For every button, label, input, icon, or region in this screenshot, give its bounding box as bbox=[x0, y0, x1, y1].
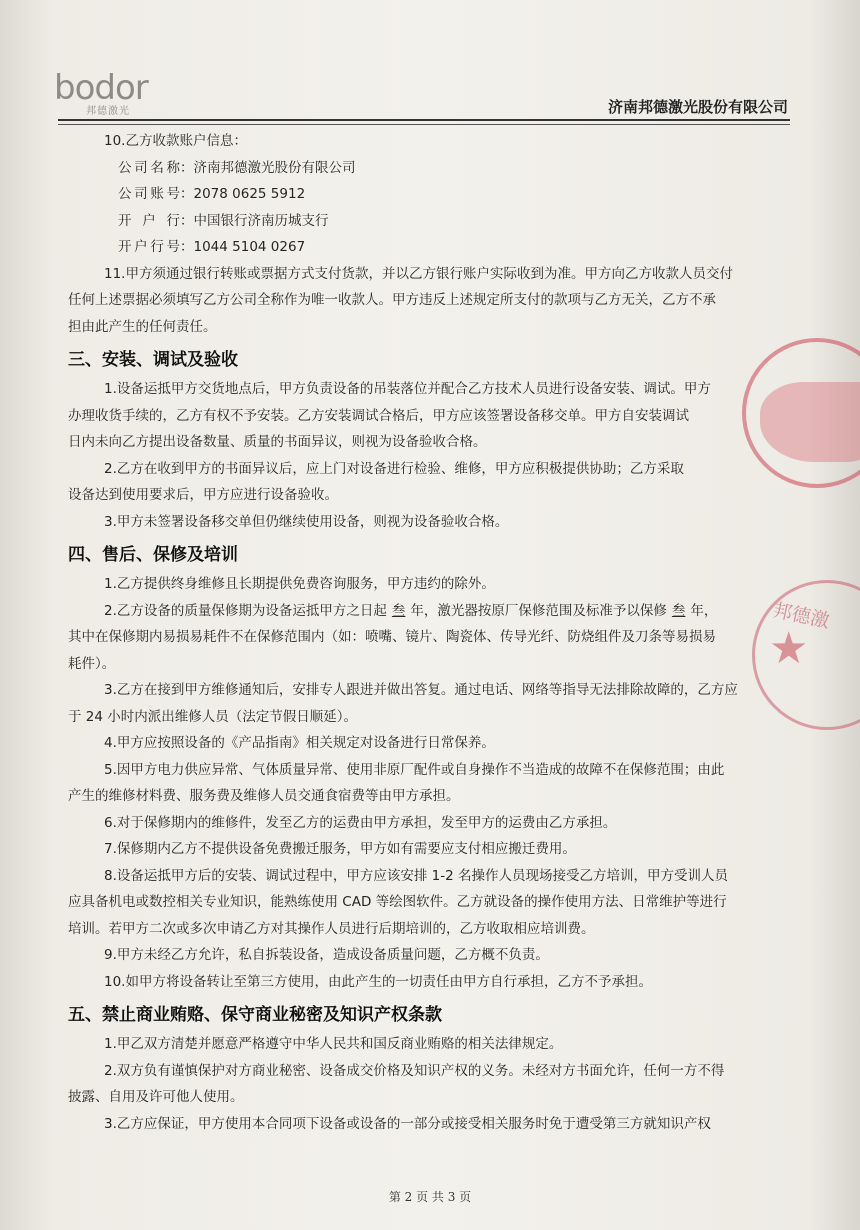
section-4-line: 3.乙方在接到甲方维修通知后，安排专人跟进并做出答复。通过电话、网络等指导无法排除故障的，乙方应 bbox=[104, 682, 738, 698]
warranty-text: 年，激光器按原厂保修范围及标准予以保修 bbox=[410, 602, 667, 619]
company-logo bbox=[54, 70, 148, 118]
section-3-line: 3.甲方未签署设备移交单但仍继续使用设备，则视为设备验收合格。 bbox=[104, 513, 509, 530]
logo-subtitle: 邦德激光 bbox=[86, 106, 130, 117]
warranty-years: 叁 bbox=[391, 602, 406, 619]
section-4-line: 7.保修期内乙方不提供设备免费搬迁服务，甲方如有需要应支付相应搬迁费用。 bbox=[104, 841, 576, 857]
account-key: 开户行号 bbox=[118, 239, 180, 255]
section-5-line: 2.双方负有谨慎保护对方商业秘密、设备成交价格及知识产权的义务。未经对方书面允许，任何一方不得 bbox=[104, 1062, 725, 1079]
account-row-bank bbox=[68, 208, 810, 235]
account-key: 开户行 bbox=[118, 212, 180, 229]
clause-11-line: 11.甲方须通过银行转账或票据方式支付货款，并以乙方银行账户实际收到为准。甲方向乙方收款人员交付 bbox=[104, 265, 733, 282]
section-4-line: 10.如甲方将设备转让至第三方使用，由此产生的一切责任由甲方自行承担，乙方不予承担。 bbox=[104, 973, 652, 990]
section-4-line: 产生的维修材料费、服务费及维修人员交通食宿费等由甲方承担。 bbox=[68, 788, 460, 804]
section-4-line: 9.甲方未经乙方允许，私自拆装设备，造成设备质量问题，乙方概不负责。 bbox=[104, 947, 549, 963]
section-4-line: 于 24 小时内派出维修人员（法定节假日顺延）。 bbox=[68, 708, 358, 725]
header-rule-thin bbox=[58, 124, 790, 125]
warranty-line bbox=[68, 598, 810, 625]
account-row-bank-code bbox=[68, 234, 810, 261]
account-value: ：2078 0625 5912 bbox=[180, 186, 306, 202]
laser-warranty-years: 叁 bbox=[671, 602, 686, 619]
header-company-name: 济南邦德激光股份有限公司 bbox=[607, 98, 788, 116]
section-3-line: 办理收货手续的，乙方有权不予安装。乙方安装调试合格后，甲方应该签署设备移交单。甲方自安装调试 bbox=[68, 407, 689, 424]
section-4-heading: 四、售后、保修及培训 bbox=[68, 545, 238, 565]
section-4-line: 其中在保修期内易损易耗件不在保修范围内（如：喷嘴、镜片、陶瓷体、传导光纤、防烧组件及刀条等易损易 bbox=[68, 629, 716, 645]
section-3-line: 1.设备运抵甲方交货地点后，甲方负责设备的吊装落位并配合乙方技术人员进行设备安装、调试。甲方 bbox=[104, 381, 711, 397]
account-value: ：中国银行济南历城支行 bbox=[180, 212, 329, 229]
section-3-line: 设备达到使用要求后，甲方应进行设备验收。 bbox=[68, 487, 338, 503]
section-4-line: 4.甲方应按照设备的《产品指南》相关规定对设备进行日常保养。 bbox=[104, 735, 495, 751]
clause-11-line: 担由此产生的任何责任。 bbox=[68, 318, 217, 335]
logo-wordmark: bodor bbox=[54, 68, 148, 108]
warranty-text: 年， bbox=[690, 602, 718, 619]
section-4-line: 5.因甲方电力供应异常、气体质量异常、使用非原厂配件或自身操作不当造成的故障不在保修范围；由此 bbox=[104, 761, 725, 778]
warranty-text: 2.乙方设备的质量保修期为设备运抵甲方之日起 bbox=[104, 602, 387, 619]
section-3-line: 日内未向乙方提出设备数量、质量的书面异议，则视为设备验收合格。 bbox=[68, 434, 487, 450]
section-4-line: 耗件）。 bbox=[68, 655, 116, 672]
seal-text: 邦德激 bbox=[771, 599, 832, 633]
account-key: 公司账号 bbox=[118, 186, 180, 202]
account-value: ：1044 5104 0267 bbox=[180, 239, 306, 255]
account-row-name bbox=[68, 155, 810, 182]
section-3-line: 2.乙方在收到甲方的书面异议后，应上门对设备进行检验、维修，甲方应积极提供协助；乙方采取 bbox=[104, 460, 684, 477]
clause-11-line: 任何上述票据必须填写乙方公司全称作为唯一收款人。甲方违反上述规定所支付的款项与乙方无关，乙方不承 bbox=[68, 292, 716, 308]
account-row-number bbox=[68, 181, 810, 208]
section-3-heading: 三、安装、调试及验收 bbox=[68, 350, 238, 370]
section-4-line: 6.对于保修期内的维修件，发至乙方的运费由甲方承担，发至甲方的运费由乙方承担。 bbox=[104, 814, 617, 831]
section-5-line: 1.甲乙双方清楚并愿意严格遵守中华人民共和国反商业贿赂的相关法律规定。 bbox=[104, 1036, 563, 1052]
section-5-line: 披露、自用及许可他人使用。 bbox=[68, 1089, 244, 1105]
section-4-line: 8.设备运抵甲方后的安装、调试过程中，甲方应该安排 1-2 名操作人员现场接受乙方培训，甲方受训人员 bbox=[104, 867, 729, 884]
account-value: ：济南邦德激光股份有限公司 bbox=[180, 159, 356, 176]
section-5-heading: 五、禁止商业贿赂、保守商业秘密及知识产权条款 bbox=[68, 1005, 442, 1025]
section-4-line: 培训。若甲方二次或多次申请乙方对其操作人员进行后期培训的，乙方收取相应培训费。 bbox=[68, 920, 595, 937]
account-key: 公司名称 bbox=[118, 159, 180, 176]
contract-body bbox=[68, 128, 810, 1137]
clause-10-title: 10.乙方收款账户信息： bbox=[104, 133, 247, 149]
header-rule bbox=[58, 119, 790, 121]
seal-star-icon: ★ bbox=[769, 623, 809, 674]
section-5-line: 3.乙方应保证，甲方使用本合同项下设备或设备的一部分或接受相关服务时免于遭受第三方就知识产权 bbox=[104, 1115, 711, 1132]
page-number: 第 2 页 共 3 页 bbox=[388, 1190, 472, 1204]
section-4-line: 1.乙方提供终身维修且长期提供免费咨询服务，甲方违约的除外。 bbox=[104, 576, 495, 592]
section-4-line: 应具备机电或数控相关专业知识，能熟练使用 CAD 等绘图软件。乙方就设备的操作使用方法、日常维护等进行 bbox=[68, 894, 727, 910]
